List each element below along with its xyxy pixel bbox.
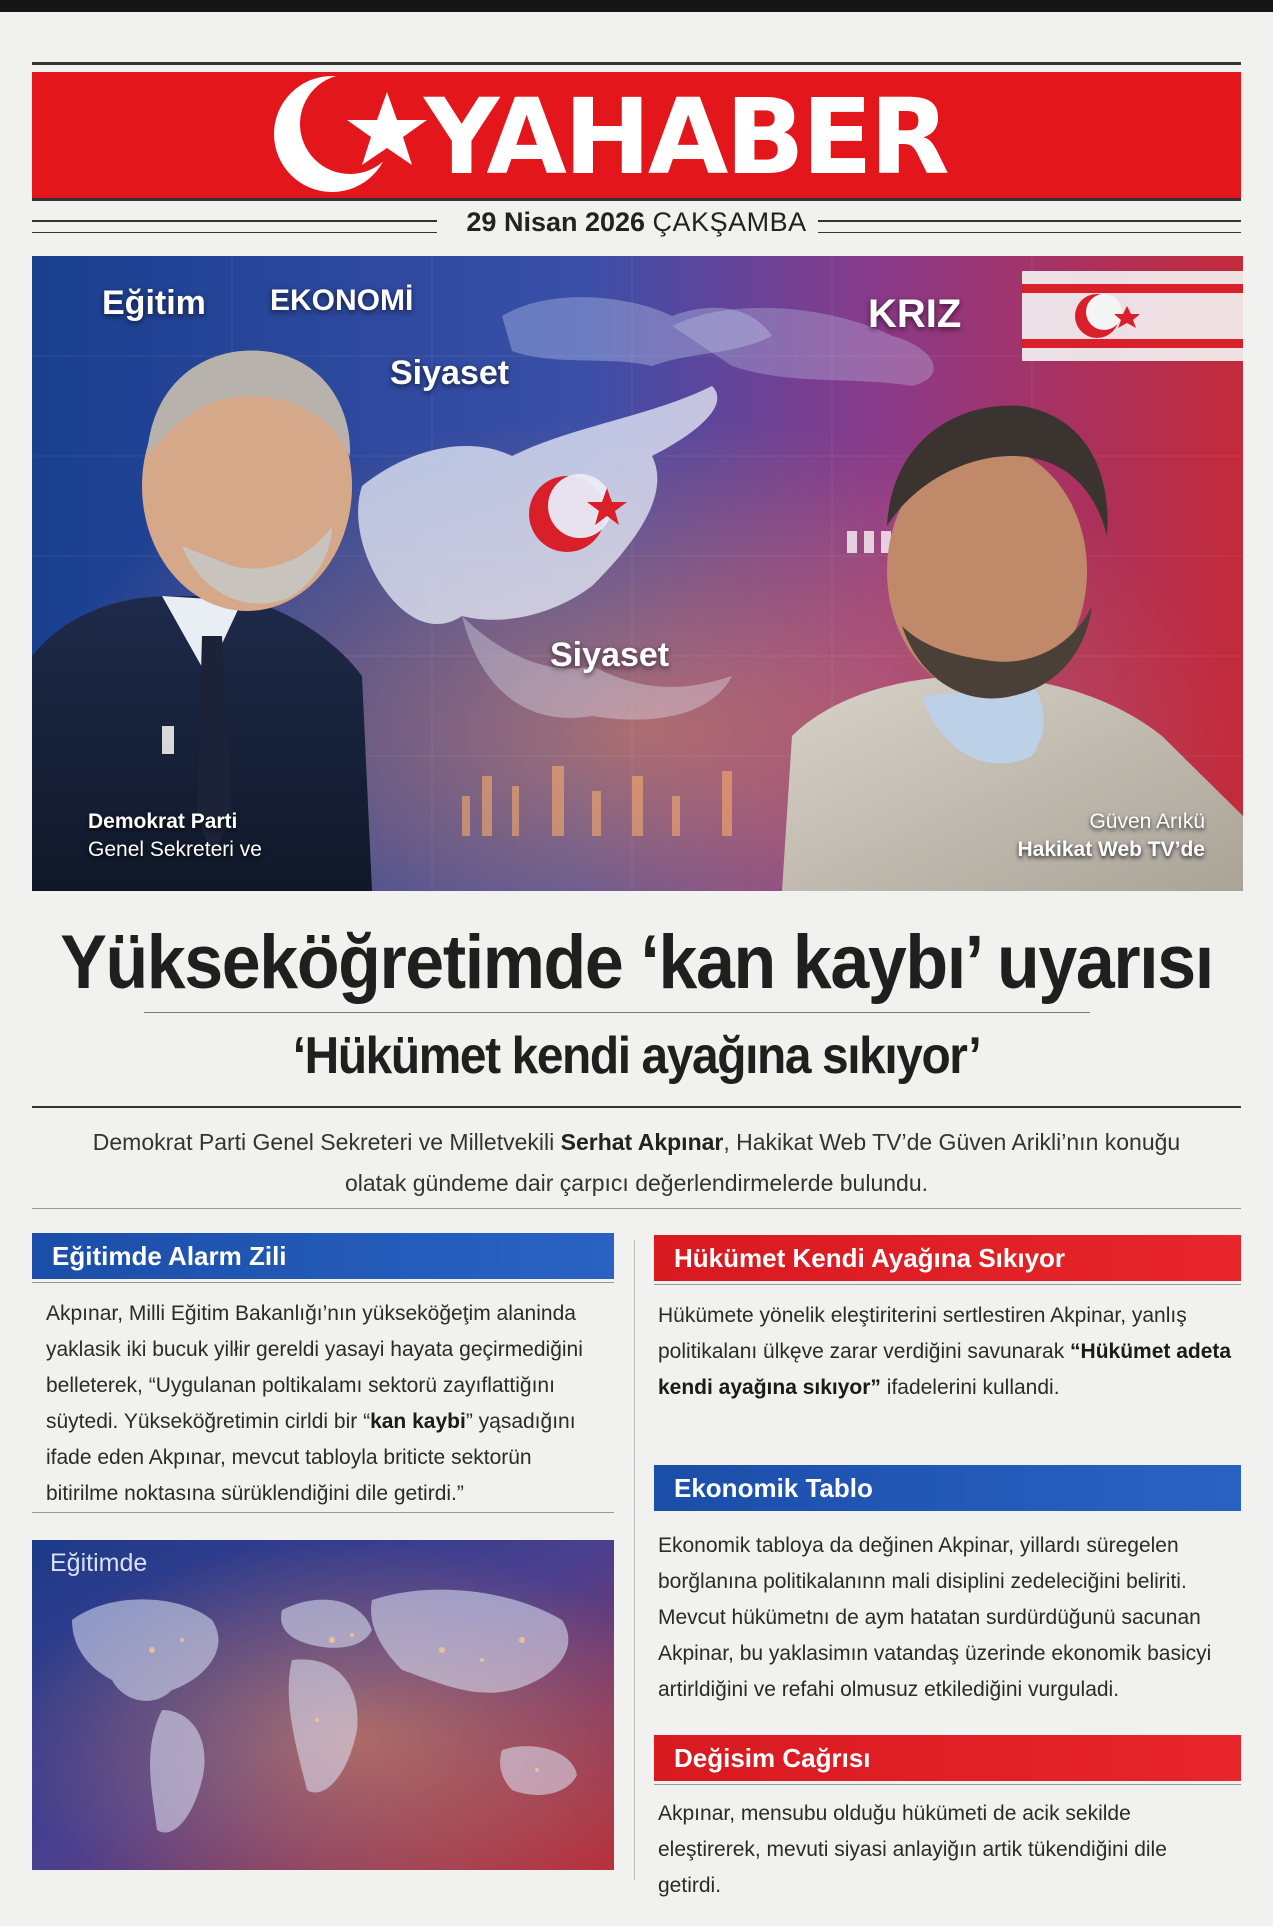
section1-text-1: Akpınar, Milli Eğitim Bakanlığı’nın yükseköğeţim alaninda yaklasik iki bucuk yilłir gereldi yasayi hayata geçirmediğini belleterek, “Uygulanan poltikalamı sektorü zayıflattiğını süytedi. Yükseköğretimin cirldi bir “: [46, 1302, 583, 1433]
masthead-rule-bottom: [32, 198, 1241, 201]
section2-text-1: Hükümete yönelik eleştiriterini sertlestiren Akpinar, yanlış politikalanı ülkęve zarar verdiğini savunarak: [658, 1304, 1187, 1363]
section4-rule: [654, 1784, 1241, 1785]
section1-rule: [32, 1282, 614, 1283]
column-divider: [634, 1240, 635, 1880]
masthead-rule-top: [32, 62, 1241, 65]
section2-rule: [654, 1284, 1241, 1285]
masthead[interactable]: [32, 72, 1241, 198]
section4-body: [658, 1796, 1233, 1904]
date: 29 Nisan 2026: [466, 207, 646, 237]
tag-kriz: KRIZ: [868, 292, 962, 336]
section4-text: Akpınar, mensubu olduğu hükümeti de acik sekilde eleştirerek, mevuti siyasi anlayiğın artik tükendiğini dile getirdi.: [658, 1802, 1167, 1897]
lead-text-1: Demokrat Parti Genel Sekreteri ve Milletvekili: [92, 1129, 561, 1155]
section-title-hukumet: Hükümet Kendi Ayağına Sıkıyor: [654, 1235, 1241, 1281]
section2-bold: “Hükümet adeta kendi ayağına sıkıyor”: [658, 1340, 1232, 1399]
sub-headline: ‘Hükümet kendi ayağına sıkıyor’: [292, 1027, 981, 1085]
tag-siyaset-bottom: Siyaset: [550, 636, 670, 674]
tag-egitim: Eğitim: [102, 284, 206, 322]
headline-divider: [144, 1012, 1090, 1013]
dateline: [0, 205, 1273, 239]
weekday: ÇAKŞAMBA: [652, 207, 807, 237]
left-caption: [88, 808, 262, 864]
world-map-illustration: [32, 1540, 614, 1870]
top-bar: [0, 0, 1273, 12]
section2-body: [658, 1298, 1233, 1406]
brand-name: YAHABER: [424, 76, 947, 198]
map-label: Eğitimde: [50, 1549, 148, 1577]
section1-text-2: ” yąsadığını ifade eden Akpınar, mevcut tabloyla briticte sektorün bitirilme noktasına sürüklendiğini dile getirdi.”: [46, 1410, 576, 1505]
left-caption-line1: Demokrat Parti: [88, 810, 238, 833]
left-caption-line2: Genel Sekreteri ve: [88, 838, 262, 861]
lead-name: Serhat Akpınar: [560, 1129, 724, 1155]
tag-siyaset-top: Siyaset: [390, 354, 510, 392]
tag-ekonomi: EKONOMİ: [270, 284, 414, 317]
lead-text-2: , Hakikat Web TV’de Güven Arikli’nın konuğu olatak gündeme dair çarpıcı değerlendirmelerde bulundu.: [344, 1129, 1181, 1196]
section-title-degisim: Değisim Cağrısı: [654, 1735, 1241, 1781]
lead-rule-bottom: [32, 1208, 1241, 1209]
section-title-ekonomik: Ekonomik Tablo: [654, 1465, 1241, 1511]
section1-body: [46, 1296, 606, 1512]
right-caption-line1: Güven Arıkü: [1089, 810, 1205, 833]
section2-text-2: ifadelerini kullandi.: [880, 1376, 1060, 1399]
section3-body: [658, 1528, 1233, 1708]
section1-bold: kan kaybi: [370, 1410, 466, 1433]
right-caption: [1017, 808, 1205, 864]
hero-image: [32, 256, 1243, 891]
section3-text: Ekonomik tabloya da değinen Akpinar, yillardı süregelen borğlanına politikalanınn mali disiplini zedeleciğini beliriti. Mevcut hükümetnı de aym hatatan surdürdüğunü sacunan Akpinar, bu yaklasimın vatandaş üzerinde ekonomik basicyi artirldiğini ve refahi olmusuz etkilediğini vurguladi.: [658, 1534, 1212, 1701]
section-title-egitimde: Eğitimde Alarm Zili: [32, 1233, 614, 1279]
section1-bottom-rule: [32, 1512, 614, 1513]
hero-illustration: [32, 256, 1243, 891]
lead-paragraph: [70, 1122, 1203, 1204]
right-caption-line2: Hakikat Web TV’de: [1017, 838, 1205, 861]
world-map-image: [32, 1540, 614, 1870]
lead-rule-top: [32, 1106, 1241, 1108]
main-headline: Yükseköğretimde ‘kan kaybı’ uyarısı: [60, 920, 1213, 1005]
